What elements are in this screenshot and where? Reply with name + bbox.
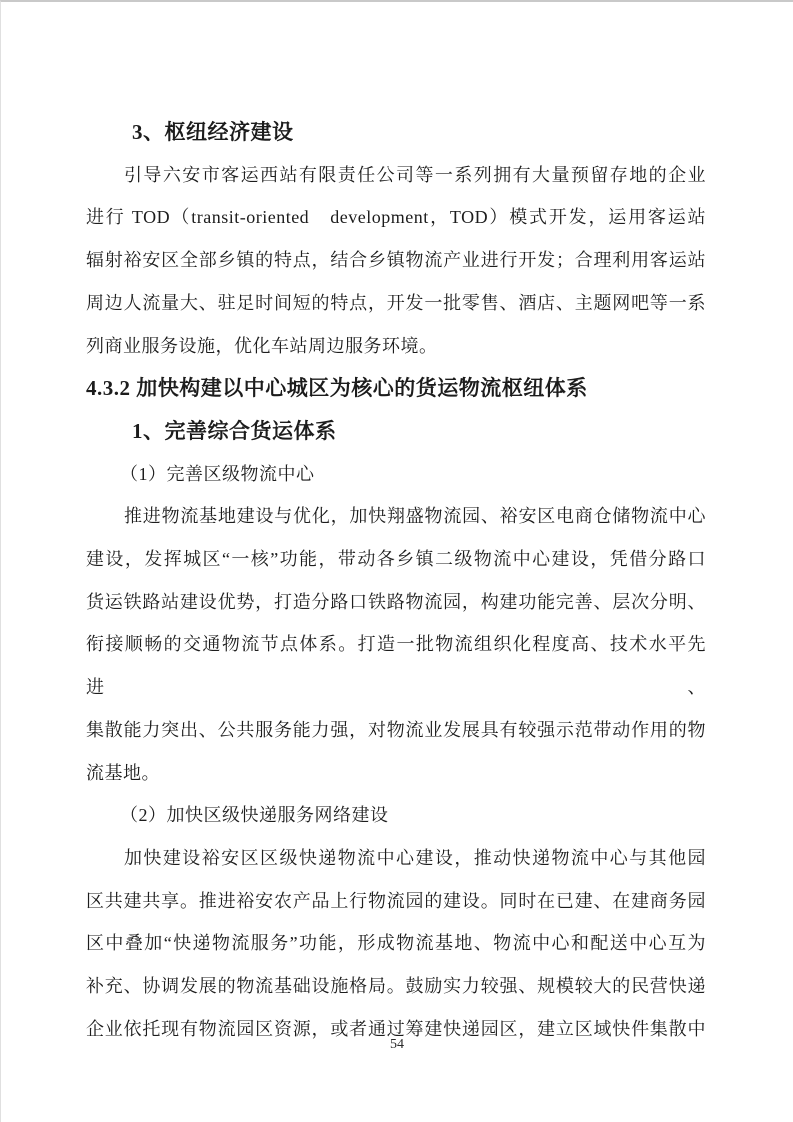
para-tod-line: 进行 TOD（transit-oriented development，TOD）模式开发，运用客运站: [86, 207, 706, 228]
para-logistics-line: 衔接顺畅的交通物流节点体系。打造一批物流组织化程度高、技术水平先进、: [86, 634, 706, 698]
heading-comprehensive-freight-system: 1、完善综合货运体系: [132, 418, 337, 443]
para-logistics-line: 建设，发挥城区“一核”功能，带动各乡镇二级物流中心建设，凭借分路口: [86, 549, 706, 570]
item-1-regional-logistics-center: （1）完善区级物流中心: [120, 463, 315, 484]
heading-hub-economy: 3、枢纽经济建设: [132, 120, 294, 144]
para-logistics-line: 推进物流基地建设与优化，加快翔盛物流园、裕安区电商仓储物流中心: [124, 506, 706, 527]
para-tod-line: 引导六安市客运西站有限责任公司等一系列拥有大量预留存地的企业: [124, 164, 706, 185]
page-number: 54: [390, 1037, 404, 1052]
item-2-express-service-network: （2）加快区级快递服务网络建设: [120, 805, 389, 826]
heading-4-3-2-freight-hub-system: 4.3.2 加快构建以中心城区为核心的货运物流枢纽体系: [86, 376, 588, 401]
para-express-line: 区中叠加“快递物流服务”功能，形成物流基地、物流中心和配送中心互为: [86, 933, 706, 954]
para-tod-line: 周边人流量大、驻足时间短的特点，开发一批零售、酒店、主题网吧等一系: [86, 292, 706, 313]
para-express-line: 加快建设裕安区区级快递物流中心建设，推动快递物流中心与其他园: [124, 847, 706, 868]
para-logistics-line: 货运铁路站建设优势，打造分路口铁路物流园，构建功能完善、层次分明、: [86, 591, 706, 612]
para-tod-line: 列商业服务设施，优化车站周边服务环境。: [86, 335, 438, 356]
para-tod-line: 辐射裕安区全部乡镇的特点，结合乡镇物流产业进行开发；合理利用客运站: [86, 250, 706, 271]
para-express-line: 企业依托现有物流园区资源，或者通过筹建快递园区，建立区域快件集散中: [86, 1018, 706, 1039]
para-express-line: 区共建共享。推进裕安农产品上行物流园的建设。同时在已建、在建商务园: [86, 890, 706, 911]
para-logistics-line: 集散能力突出、公共服务能力强，对物流业发展具有较强示范带动作用的物: [86, 719, 706, 740]
para-express-line: 补充、协调发展的物流基础设施格局。鼓励实力较强、规模较大的民营快递: [86, 976, 706, 997]
para-logistics-line: 流基地。: [86, 762, 160, 783]
page-body-text: [86, 111, 706, 1050]
